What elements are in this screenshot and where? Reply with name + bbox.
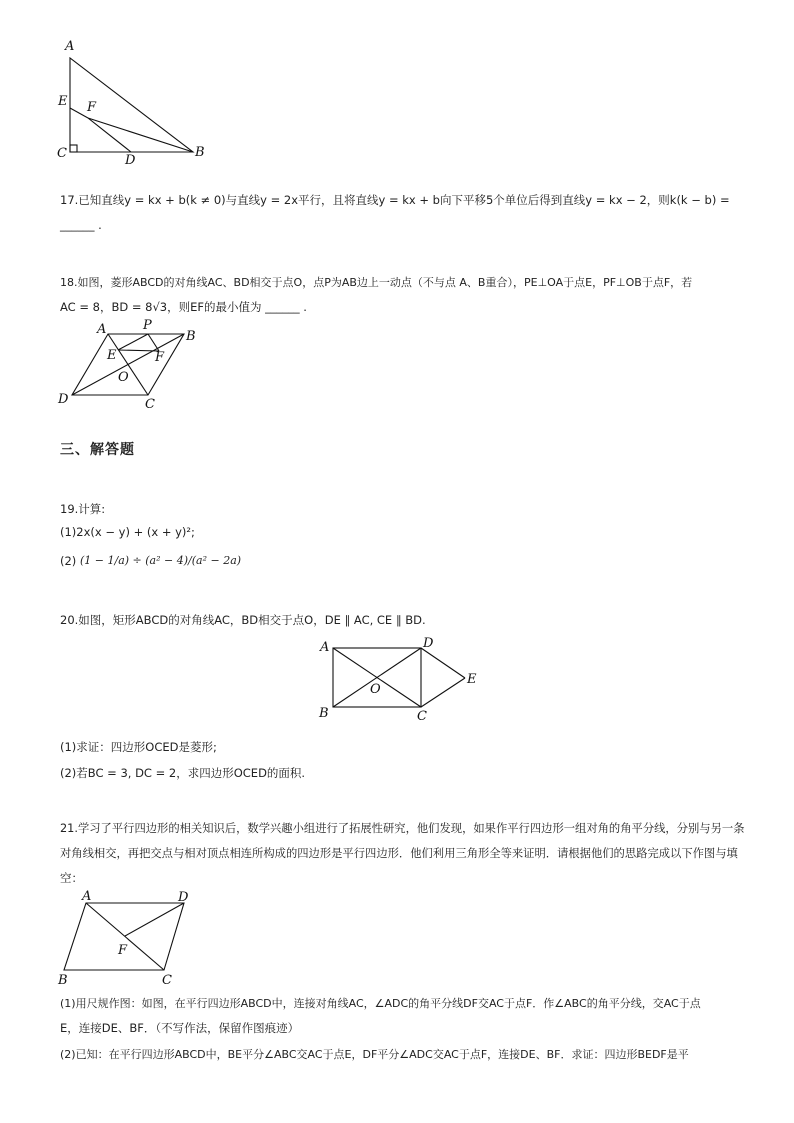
label-e: E	[58, 94, 68, 109]
label-c: C	[417, 709, 427, 724]
label-a: A	[82, 889, 92, 904]
question-19-part1: (1)2x(x − y) + (x + y)²;	[60, 525, 195, 539]
label-b: B	[186, 329, 196, 344]
label-f: F	[155, 350, 165, 365]
question-18-line1: 18.如图，菱形ABCD的对角线AC、BD相交于点O，点P为AB边上一动点（不与点 A、B重合），PE⊥OA于点E，PF⊥OB于点F，若	[60, 276, 693, 289]
question-21-part1-line1: (1)用尺规作图：如图，在平行四边形ABCD中，连接对角线AC，∠ADC的角平分线DF交AC于点F．作∠ABC的角平分线，交AC于点	[60, 997, 701, 1010]
label-a: A	[97, 322, 107, 337]
label-d: D	[423, 636, 434, 651]
question-20-part1: (1)求证：四边形OCED是菱形;	[60, 740, 217, 754]
question-17-text: 17.已知直线y = kx + b(k ≠ 0)与直线y = 2x平行，且将直线y = kx + b向下平移5个单位后得到直线y = kx − 2，则k(k − b) =	[60, 193, 730, 207]
label-f: F	[118, 943, 128, 958]
question-21-line3: 空：	[60, 871, 83, 885]
label-f: F	[87, 100, 97, 115]
question-20-part2: (2)若BC = 3, DC = 2，求四边形OCED的面积.	[60, 766, 306, 780]
label-d: D	[125, 153, 136, 168]
section-title: 三、解答题	[60, 442, 135, 458]
label-a: A	[320, 640, 330, 655]
label-d: D	[178, 890, 189, 905]
question-21-part1-line2: E，连接DE、BF．（不写作法，保留作图痕迹）	[60, 1021, 300, 1035]
question-21-part2-line1: (2)已知：在平行四边形ABCD中，BE平分∠ABC交AC于点E，DF平分∠ADC交AC于点F，连接DE、BF．求证：四边形BEDF是平	[60, 1048, 689, 1061]
label-c: C	[145, 397, 155, 412]
question-19-title: 19.计算:	[60, 502, 106, 516]
label-o: O	[118, 370, 129, 385]
label-o: O	[370, 682, 381, 697]
question-18-line2: AC = 8，BD = 8√3，则EF的最小值为 ______ .	[60, 300, 307, 314]
question-20-text: 20.如图，矩形ABCD的对角线AC，BD相交于点O，DE ∥ AC, CE ∥ BD.	[60, 613, 426, 627]
part2-expression: (1 − 1/a) ÷ (a² − 4)/(a² − 2a)	[80, 554, 242, 567]
part2-prefix: (2)	[60, 554, 77, 568]
diagonal-ac	[86, 903, 164, 970]
label-b: B	[195, 145, 205, 160]
question-21-line1: 21.学习了平行四边形的相关知识后，数学兴趣小组进行了拓展性研究，他们发现，如果作平行四边形一组对角的角平分线，分别与另一条	[60, 822, 745, 835]
label-c: C	[57, 146, 67, 161]
label-b: B	[319, 706, 329, 721]
label-b: B	[58, 973, 68, 988]
label-c: C	[162, 973, 172, 988]
label-d: D	[58, 392, 69, 407]
label-e: E	[107, 348, 117, 363]
question-17-blank: ______ .	[60, 218, 102, 232]
label-e: E	[467, 672, 477, 687]
question-21-line2: 对角线相交，再把交点与相对顶点相连所构成的四边形是平行四边形．他们利用三角形全等来证明．请根据他们的思路完成以下作图与填	[60, 847, 738, 860]
label-a: A	[65, 39, 75, 54]
label-p: P	[143, 318, 152, 333]
